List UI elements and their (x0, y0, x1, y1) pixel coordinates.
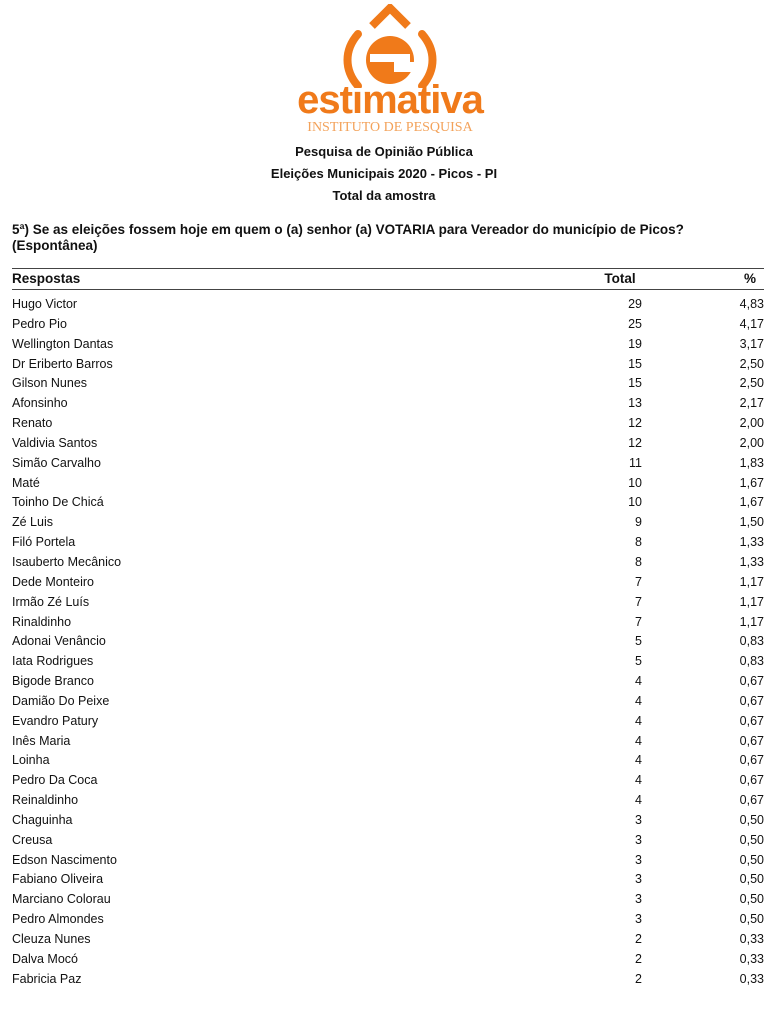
cell-total: 15 (628, 376, 642, 391)
table-row (12, 812, 764, 832)
cell-total: 2 (635, 932, 642, 946)
cell-percent: 0,50 (739, 852, 764, 867)
cell-total: 7 (635, 594, 642, 609)
table-row (12, 534, 764, 554)
table-row (12, 554, 764, 574)
cell-name: Isauberto Mecânico (12, 554, 122, 569)
cell-name: Simão Carvalho (12, 455, 101, 470)
cell-percent: 0,67 (739, 674, 764, 689)
cell-percent: 0,67 (739, 773, 764, 788)
cell-percent: 0,33 (739, 971, 764, 986)
cell-percent: 1,50 (739, 515, 764, 530)
cell-percent: 0,67 (739, 693, 764, 708)
table-row (12, 733, 764, 753)
cell-name: Pedro Almondes (12, 912, 104, 927)
logo-subtitle: INSTITUTO DE PESQUISA (307, 120, 473, 135)
cell-total: 10 (628, 475, 642, 490)
cell-name: Toinho De Chicá (12, 495, 104, 510)
cell-name: Cleuza Nunes (12, 932, 91, 946)
table-row (12, 633, 764, 653)
cell-total: 12 (628, 416, 642, 431)
cell-name: Dr Eriberto Barros (12, 356, 113, 371)
cell-percent: 4,17 (739, 316, 764, 331)
cell-name: Iata Rodrigues (12, 654, 94, 669)
table-row (12, 931, 764, 951)
cell-percent: 0,83 (739, 634, 764, 649)
table-row (12, 832, 764, 852)
cell-name: Irmão Zé Luís (12, 594, 90, 609)
cell-name: Chaguinha (12, 812, 73, 827)
table-row (12, 752, 764, 772)
cell-total: 3 (635, 912, 642, 927)
cell-total: 3 (635, 852, 642, 867)
table-row (12, 574, 764, 594)
cell-name: Dede Monteiro (12, 574, 94, 589)
cell-percent: 1,17 (739, 614, 764, 629)
table-row (12, 494, 764, 514)
cell-total: 3 (635, 812, 642, 827)
cell-total: 5 (635, 654, 642, 669)
table-row (12, 435, 764, 455)
cell-name: Inês Maria (12, 733, 71, 748)
survey-election: Eleições Municipais 2020 - Picos - PI (270, 166, 498, 181)
table-row (12, 772, 764, 792)
cell-total: 8 (635, 535, 642, 550)
cell-percent: 2,00 (739, 435, 764, 450)
table-row (12, 673, 764, 693)
cell-name: Rinaldinho (12, 614, 72, 629)
table-row (12, 594, 764, 614)
cell-total: 2 (635, 951, 642, 966)
cell-total: 7 (635, 574, 642, 589)
cell-percent: 3,17 (739, 336, 764, 351)
cell-name: Pedro Da Coca (12, 773, 98, 788)
cell-name: Afonsinho (12, 396, 68, 411)
cell-total: 4 (635, 733, 642, 748)
cell-percent: 0,67 (739, 753, 764, 768)
cell-percent: 1,17 (739, 574, 764, 589)
survey-sample: Total da amostra (332, 188, 436, 203)
table-body (12, 296, 764, 991)
cell-name: Reinaldinho (12, 793, 79, 808)
cell-percent: 0,83 (739, 654, 764, 669)
cell-percent: 1,67 (739, 495, 764, 510)
cell-name: Gilson Nunes (12, 376, 88, 391)
question-text: 5ª) Se as eleições fossem hoje em quem o (a) senhor (a) VOTARIA para Vereador do município de Picos? (Espontânea) (12, 222, 684, 253)
cell-name: Damião Do Peixe (12, 693, 110, 708)
cell-total: 3 (635, 832, 642, 847)
cell-total: 13 (628, 396, 642, 411)
table-row (12, 296, 764, 316)
cell-total: 4 (635, 773, 642, 788)
table-row (12, 316, 764, 336)
cell-percent: 2,50 (739, 376, 764, 391)
cell-name: Loinha (12, 753, 50, 768)
cell-name: Zé Luis (12, 515, 53, 530)
logo-emblem-icon (342, 4, 438, 88)
cell-name: Adonai Venâncio (12, 634, 106, 649)
cell-percent: 0,33 (739, 932, 764, 946)
cell-percent: 4,83 (739, 297, 764, 311)
cell-total: 15 (628, 356, 642, 371)
cell-name: Valdivia Santos (12, 435, 98, 450)
cell-percent: 0,50 (739, 892, 764, 907)
cell-total: 4 (635, 674, 642, 689)
cell-percent: 1,33 (739, 554, 764, 569)
table-row (12, 951, 764, 971)
table-row (12, 871, 764, 891)
cell-name: Renato (12, 416, 53, 431)
table-row (12, 653, 764, 673)
cell-percent: 2,17 (739, 396, 764, 411)
table-row (12, 852, 764, 872)
table-row (12, 356, 764, 376)
cell-name: Creusa (12, 832, 53, 847)
cell-name: Pedro Pio (12, 316, 67, 331)
cell-name: Dalva Mocó (12, 951, 78, 966)
table-row (12, 395, 764, 415)
cell-percent: 1,17 (739, 594, 764, 609)
cell-name: Maté (12, 475, 40, 490)
table-row (12, 713, 764, 733)
cell-name: Hugo Victor (12, 297, 78, 311)
table-row (12, 693, 764, 713)
cell-total: 12 (628, 435, 642, 450)
cell-percent: 1,83 (739, 455, 764, 470)
cell-percent: 0,50 (739, 812, 764, 827)
cell-name: Evandro Patury (12, 713, 99, 728)
cell-percent: 0,50 (739, 832, 764, 847)
cell-percent: 2,50 (739, 356, 764, 371)
cell-total: 9 (635, 515, 642, 530)
cell-percent: 0,67 (739, 713, 764, 728)
cell-total: 4 (635, 793, 642, 808)
cell-percent: 2,00 (739, 416, 764, 431)
cell-name: Fabricia Paz (12, 971, 82, 986)
header-percent: % (743, 271, 756, 286)
table-row (12, 891, 764, 911)
cell-percent: 1,33 (739, 535, 764, 550)
table-row (12, 336, 764, 356)
cell-name: Filó Portela (12, 535, 76, 550)
table-row (12, 415, 764, 435)
cell-total: 3 (635, 872, 642, 887)
cell-total: 4 (635, 753, 642, 768)
cell-total: 2 (635, 971, 642, 986)
cell-percent: 0,67 (739, 793, 764, 808)
table-row (12, 911, 764, 931)
cell-name: Wellington Dantas (12, 336, 114, 351)
cell-total: 3 (635, 892, 642, 907)
table-row (12, 455, 764, 475)
cell-total: 4 (635, 693, 642, 708)
cell-total: 11 (629, 455, 642, 470)
header-respostas: Respostas (12, 271, 81, 286)
cell-total: 25 (628, 316, 642, 331)
cell-name: Marciano Colorau (12, 892, 111, 907)
cell-total: 5 (635, 634, 642, 649)
survey-title: Pesquisa de Opinião Pública (295, 144, 473, 159)
cell-name: Bigode Branco (12, 674, 95, 689)
logo-wordmark: estimativa (297, 78, 483, 122)
table-row (12, 514, 764, 534)
table-row (12, 475, 764, 495)
table-row (12, 792, 764, 812)
cell-percent: 0,50 (739, 872, 764, 887)
table-row (12, 614, 764, 634)
cell-percent: 0,67 (739, 733, 764, 748)
cell-total: 4 (635, 713, 642, 728)
header-total: Total (604, 271, 636, 286)
cell-total: 19 (628, 336, 642, 351)
table-row (12, 375, 764, 395)
cell-percent: 0,33 (739, 951, 764, 966)
cell-total: 29 (628, 297, 642, 311)
cell-name: Fabiano Oliveira (12, 872, 104, 887)
logo (270, 4, 510, 140)
cell-total: 7 (635, 614, 642, 629)
cell-name: Edson Nascimento (12, 852, 117, 867)
cell-total: 10 (628, 495, 642, 510)
cell-percent: 0,50 (739, 912, 764, 927)
cell-percent: 1,67 (739, 475, 764, 490)
cell-total: 8 (635, 554, 642, 569)
table-row (12, 971, 764, 991)
table-header (12, 268, 764, 290)
results-table (12, 268, 764, 991)
